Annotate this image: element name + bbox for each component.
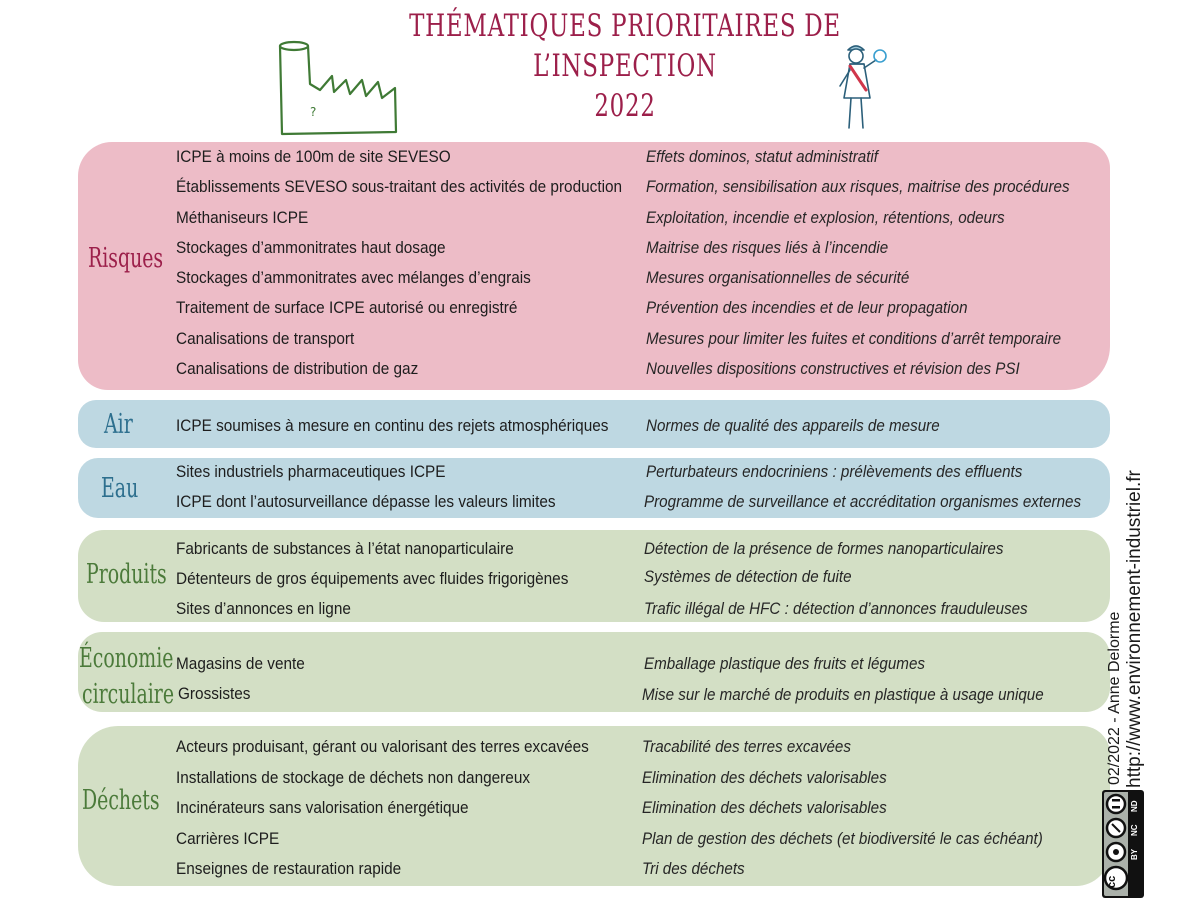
eau-desc-2: Programme de surveillance et accréditation organismes externes	[644, 493, 1082, 511]
risques-label-8: Canalisations de distribution de gaz	[176, 360, 419, 378]
theme-name-dechets: Déchets	[82, 785, 160, 816]
risques-desc-7: Mesures pour limiter les fuites et conditions d’arrêt temporaire	[646, 330, 1062, 348]
theme-name-eau: Eau	[101, 473, 139, 504]
website-url[interactable]: http://www.environnement-industriel.fr	[1124, 470, 1145, 788]
risques-label-5: Stockages d’ammonitrates avec mélanges d’engrais	[176, 269, 531, 287]
cc-nc-label: NC	[1130, 824, 1139, 836]
risques-desc-1: Effets dominos, statut administratif	[646, 148, 879, 166]
theme-name-circulaire: circulaire	[82, 679, 175, 710]
eco-label-2: Grossistes	[178, 685, 251, 703]
eau-label-1: Sites industriels pharmaceutiques ICPE	[176, 463, 446, 481]
cc-by-label: BY	[1130, 848, 1139, 860]
cc-license-badge	[1102, 790, 1144, 898]
eco-desc-2: Mise sur le marché de produits en plastique à usage unique	[642, 686, 1044, 704]
risques-label-7: Canalisations de transport	[176, 330, 355, 348]
eco-desc-1: Emballage plastique des fruits et légumes	[644, 655, 925, 673]
theme-name-economie: Économie	[79, 643, 174, 674]
author-credit: 02/2022 - Anne Delorme	[1106, 611, 1123, 785]
factory-icon	[270, 36, 405, 138]
cc-mark: cc	[1106, 875, 1118, 888]
risques-label-3: Méthaniseurs ICPE	[176, 209, 309, 227]
dechets-label-2: Installations de stockage de déchets non dangereux	[176, 769, 531, 787]
eau-desc-1: Perturbateurs endocriniens : prélèvements des effluents	[646, 463, 1023, 481]
eau-label-2: ICPE dont l’autosurveillance dépasse les valeurs limites	[176, 493, 556, 511]
inspector-with-magnifier-icon	[826, 40, 896, 135]
air-label-1: ICPE soumises à mesure en continu des rejets atmosphériques	[176, 417, 609, 435]
dechets-desc-2: Elimination des déchets valorisables	[642, 769, 887, 787]
title-line-1: THÉMATIQUES PRIORITAIRES DE	[409, 8, 841, 44]
dechets-label-3: Incinérateurs sans valorisation énergétique	[176, 799, 469, 817]
risques-label-2: Établissements SEVESO sous-traitant des activités de production	[176, 178, 623, 196]
risques-desc-3: Exploitation, incendie et explosion, rétentions, odeurs	[646, 209, 1005, 227]
title-line-2: L’INSPECTION	[533, 48, 717, 84]
dechets-desc-5: Tri des déchets	[642, 860, 745, 878]
eco-label-1: Magasins de vente	[176, 655, 305, 673]
title-line-3: 2022	[594, 88, 656, 124]
theme-name-produits: Produits	[86, 559, 167, 590]
risques-label-1: ICPE à moins de 100m de site SEVESO	[176, 148, 451, 166]
risques-desc-4: Maitrise des risques liés à l’incendie	[646, 239, 889, 257]
risques-label-6: Traitement de surface ICPE autorisé ou enregistré	[176, 299, 518, 317]
produits-desc-2: Systèmes de détection de fuite	[644, 568, 852, 586]
risques-desc-8: Nouvelles dispositions constructives et révision des PSI	[646, 360, 1020, 378]
dechets-label-1: Acteurs produisant, gérant ou valorisant des terres excavées	[176, 738, 589, 756]
dechets-label-4: Carrières ICPE	[176, 830, 280, 848]
risques-desc-6: Prévention des incendies et de leur propagation	[646, 299, 968, 317]
risques-desc-5: Mesures organisationnelles de sécurité	[646, 269, 910, 287]
produits-label-3: Sites d’annonces en ligne	[176, 600, 351, 618]
theme-name-air: Air	[104, 409, 133, 440]
theme-name-risques: Risques	[88, 243, 164, 274]
factory-question-mark: ?	[310, 105, 317, 119]
cc-nd-label: ND	[1130, 800, 1139, 812]
dechets-desc-1: Tracabilité des terres excavées	[642, 738, 851, 756]
risques-desc-2: Formation, sensibilisation aux risques, maitrise des procédures	[646, 178, 1070, 196]
produits-desc-3: Trafic illégal de HFC : détection d’annonces frauduleuses	[644, 600, 1028, 618]
produits-desc-1: Détection de la présence de formes nanoparticulaires	[644, 540, 1004, 558]
produits-label-2: Détenteurs de gros équipements avec fluides frigorigènes	[176, 570, 569, 588]
dechets-desc-3: Elimination des déchets valorisables	[642, 799, 887, 817]
dechets-desc-4: Plan de gestion des déchets (et biodiversité le cas échéant)	[642, 830, 1043, 848]
dechets-label-5: Enseignes de restauration rapide	[176, 860, 402, 878]
produits-label-1: Fabricants de substances à l’état nanoparticulaire	[176, 540, 514, 558]
air-desc-1: Normes de qualité des appareils de mesure	[646, 417, 940, 435]
risques-label-4: Stockages d’ammonitrates haut dosage	[176, 239, 446, 257]
